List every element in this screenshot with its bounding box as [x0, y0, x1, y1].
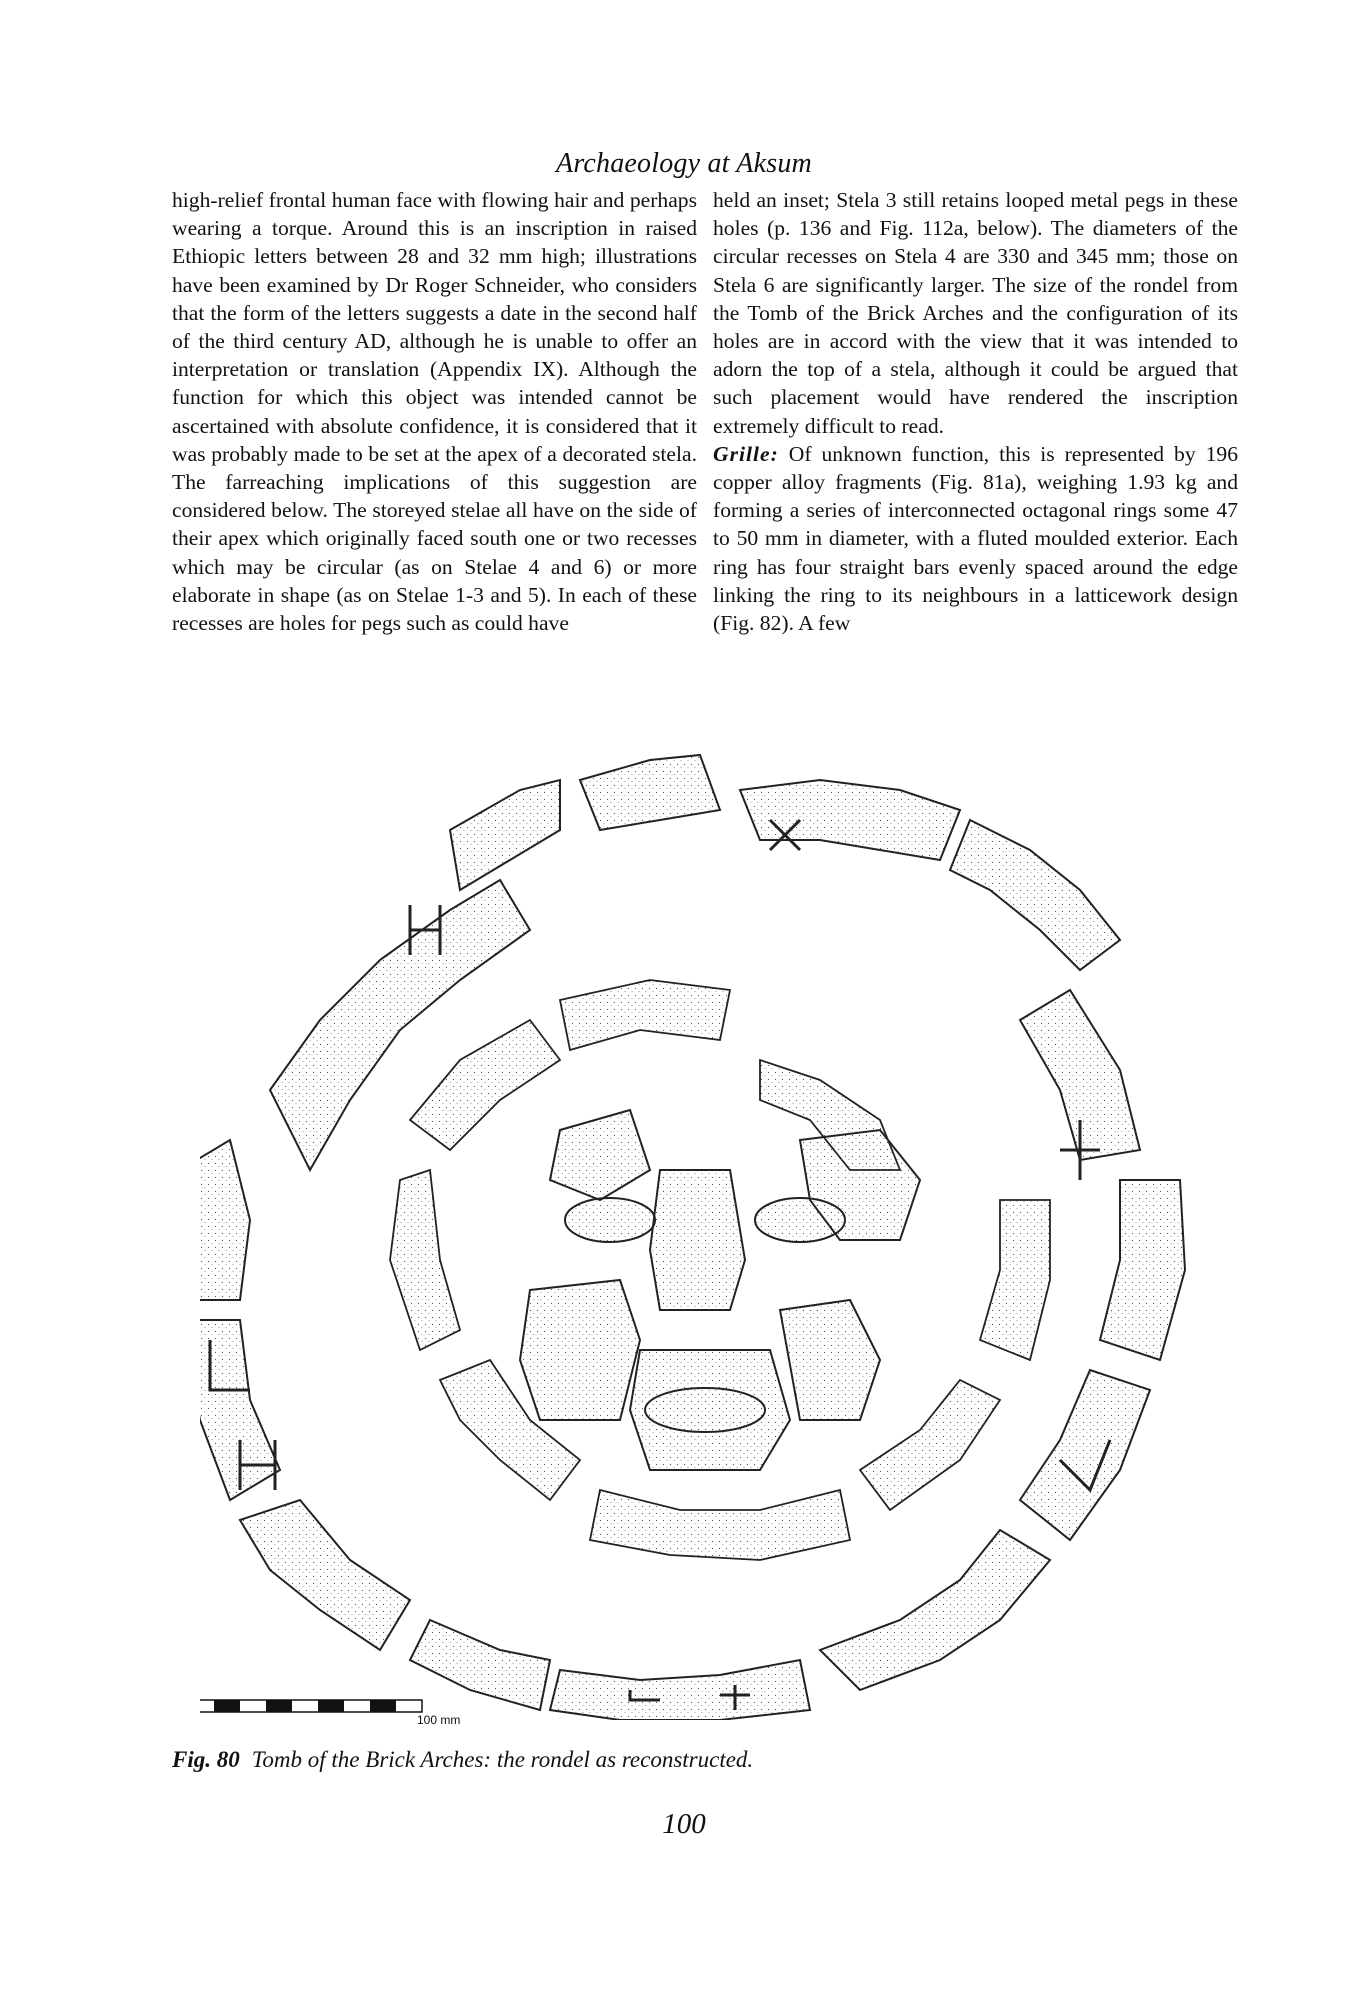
- figure-number: Fig. 80: [172, 1747, 240, 1772]
- grille-text: Of unknown function, this is represented by 196 copper alloy fragments (Fig. 81a), weighing 1.93 kg and forming a series of interconnected octagonal rings some 47 to 50 mm in diameter, with a fluted moulded exterior. Each ring has four straight bars evenly spaced around the edge linking the ring to its neighbours in a latticework design (Fig. 82). A few: [713, 441, 1238, 636]
- left-text-column: [172, 186, 697, 637]
- rondel-drawing: [200, 700, 1250, 1720]
- rondel-figure: [200, 700, 1250, 1720]
- right-paragraph: held an inset; Stela 3 still retains looped metal pegs in these holes (p. 136 and Fig. 112a, below). The diameters of the circular recesses on Stela 4 are 330 and 345 mm; those on Stela 6 are significantly larger. The size of the rondel from the Tomb of the Brick Arches and the configuration of its holes are in accord with the view that it was intended to adorn the top of a stela, although it could be argued that such placement would have rendered the inscription extremely difficult to read.: [713, 188, 1238, 438]
- figure-caption: [172, 1747, 753, 1773]
- grille-label: Grille:: [713, 441, 779, 466]
- grille-paragraph: [713, 440, 1238, 637]
- rondel-face: [520, 1110, 920, 1470]
- figure-caption-text: Tomb of the Brick Arches: the rondel as reconstructed.: [251, 1747, 754, 1772]
- left-paragraph: high-relief frontal human face with flowing hair and perhaps wearing a torque. Around this is an inscription in raised Ethiopic letters between 28 and 32 mm high; illustrations have been examined by Dr Roger Schneider, who considers that the form of the letters suggests a date in the second half of the third century AD, although he is unable to offer an interpretation or translation (Appendix IX). Although the function for which this object was intended cannot be ascertained with absolute confidence, it is considered that it was probably made to be set at the apex of a decorated stela. The farreaching implications of this suggestion are considered below. The storeyed stelae all have on the side of their apex which originally faced south one or two recesses which may be circular (as on Stelae 4 and 6) or more elaborate in shape (as on Stelae 1-3 and 5). In each of these recesses are holes for pegs such as could have: [172, 188, 697, 636]
- scale-bar: [200, 1700, 422, 1712]
- running-title: Archaeology at Aksum: [556, 148, 812, 179]
- scale-bar-label: 100 mm: [417, 1713, 461, 1727]
- right-text-column: [713, 186, 1238, 637]
- page-number: 100: [662, 1808, 706, 1840]
